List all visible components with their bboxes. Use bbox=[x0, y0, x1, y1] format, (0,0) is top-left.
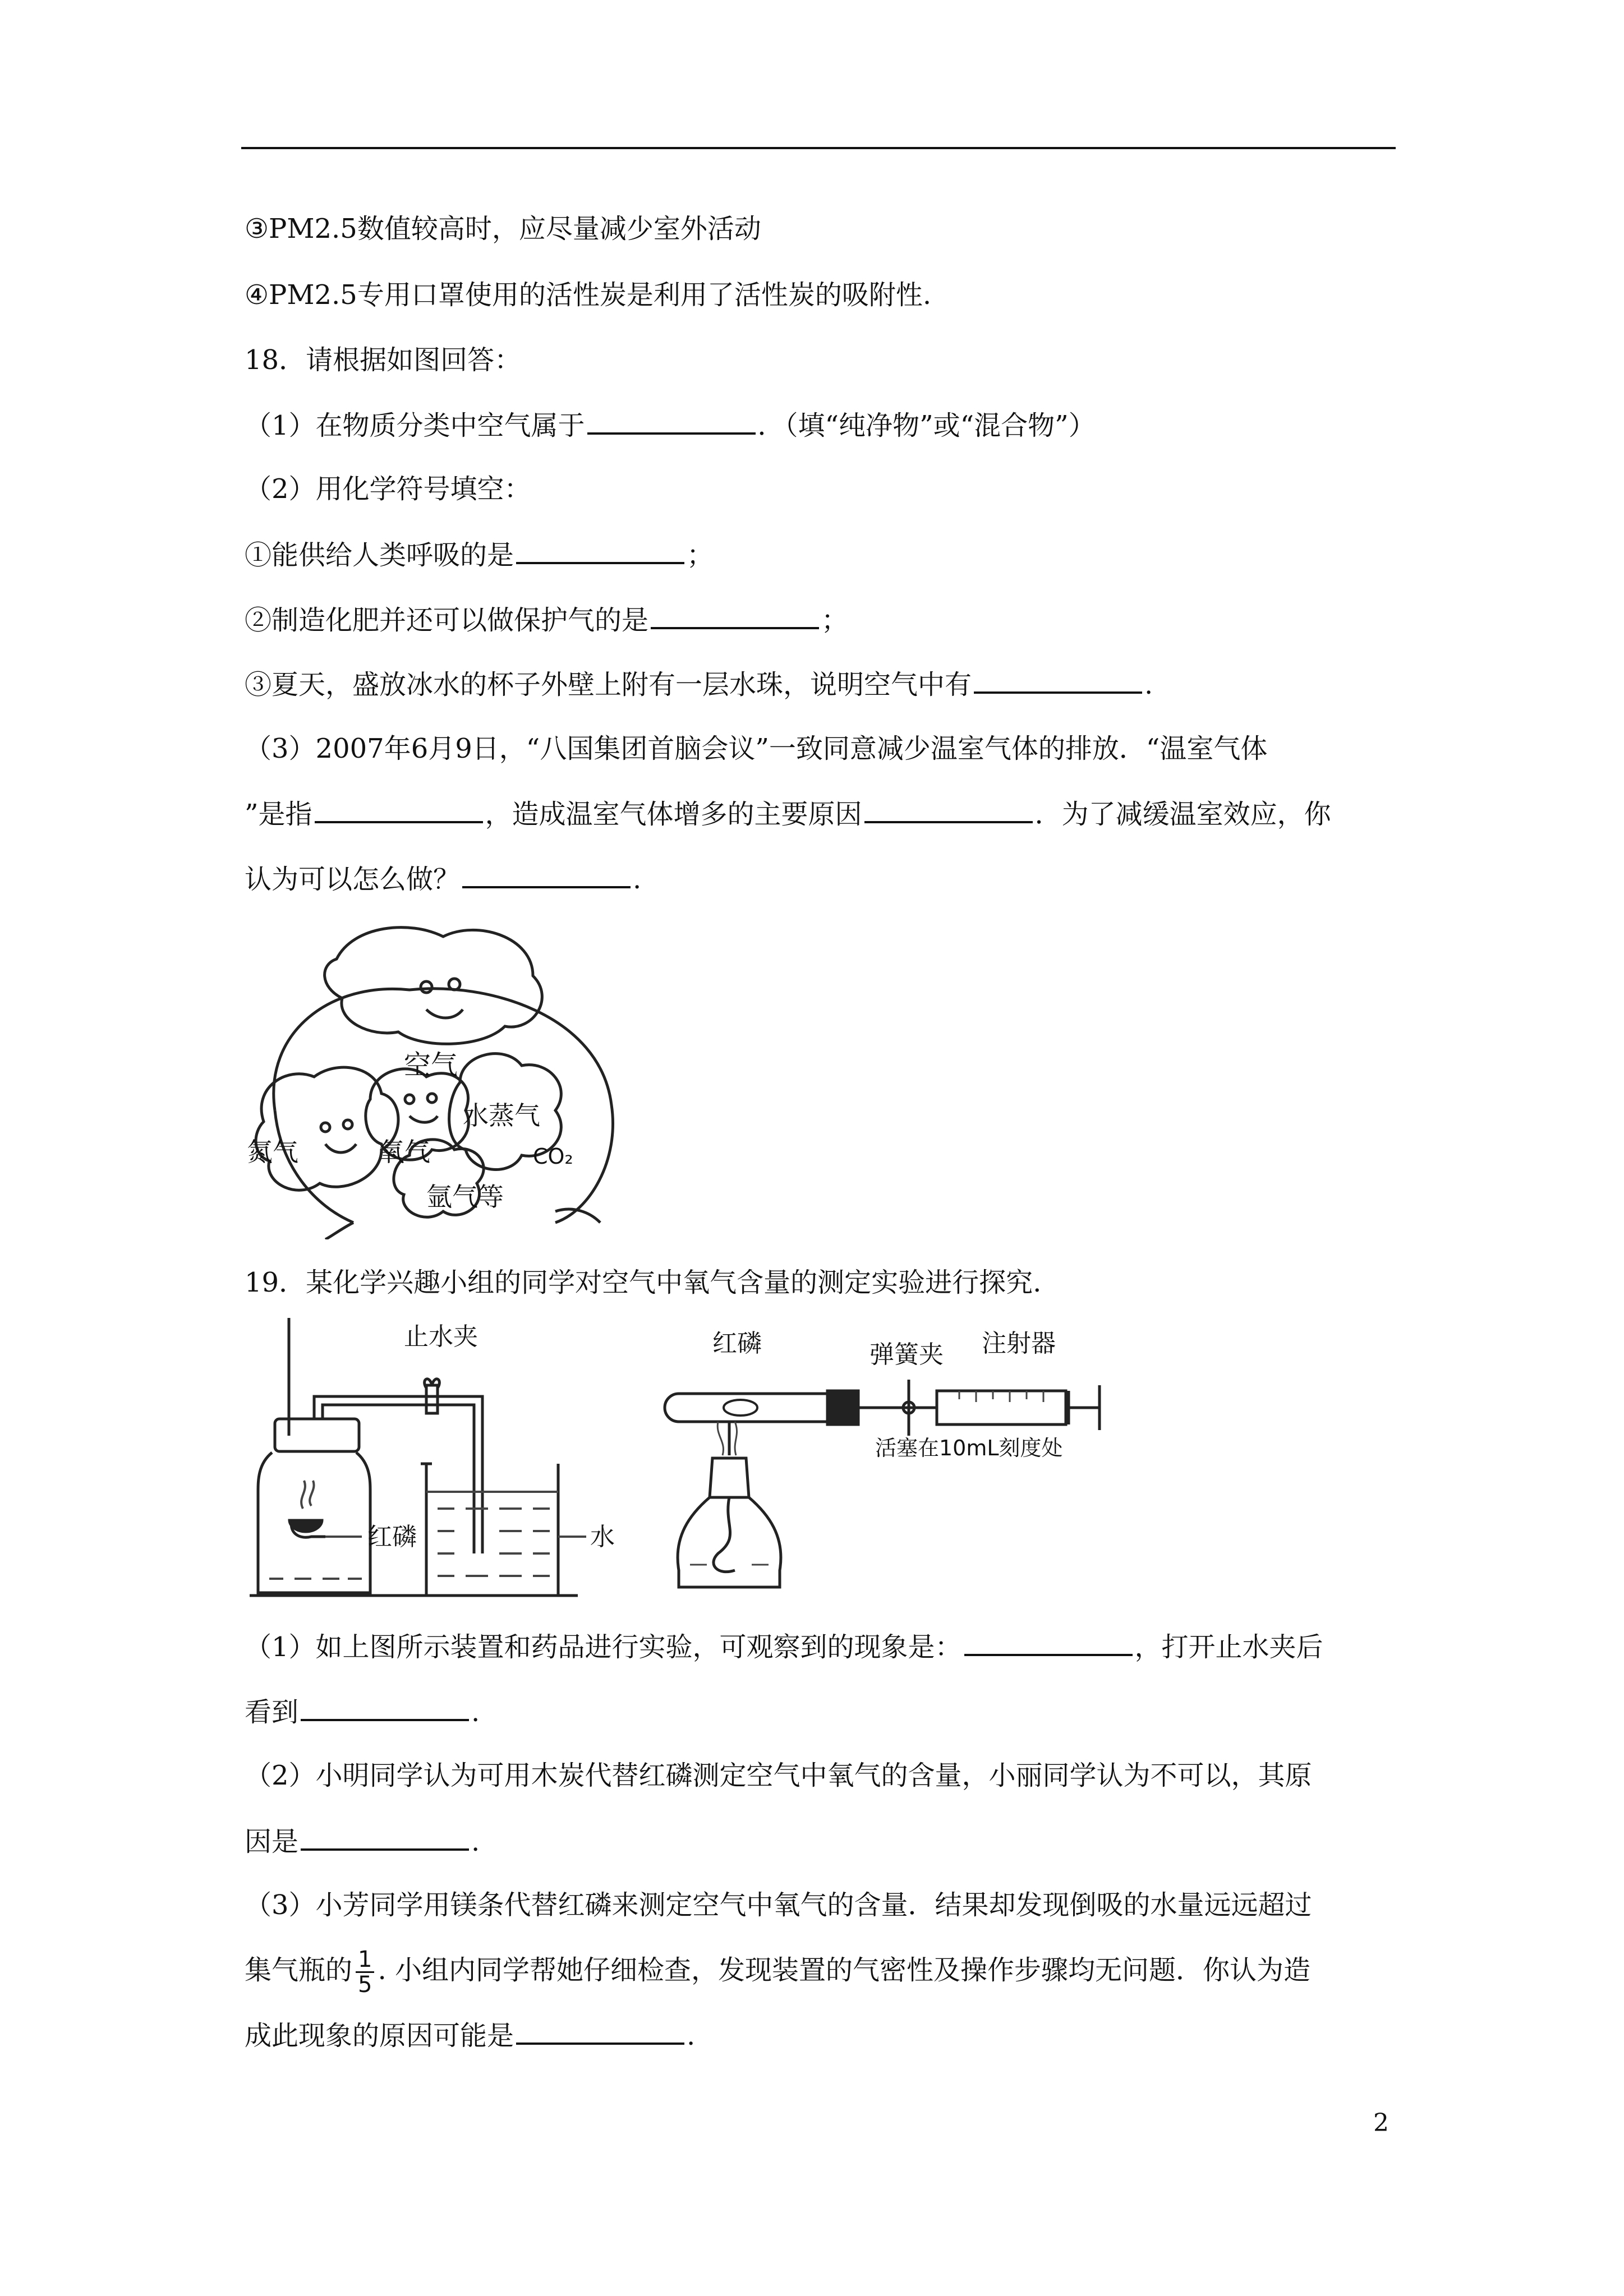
q19-1b-text: 看到 bbox=[245, 1696, 299, 1728]
question-18-part-2: （2）用化学符号填空： bbox=[245, 473, 531, 505]
answer-blank[interactable] bbox=[462, 861, 631, 888]
question-19-title: 19．某化学兴趣小组的同学对空气中氧气含量的测定实验进行探究. bbox=[245, 1267, 1042, 1298]
answer-blank[interactable] bbox=[974, 667, 1142, 694]
q18-2a-text: ①能供给人类呼吸的是 bbox=[245, 540, 514, 571]
question-18-part-3c bbox=[245, 861, 641, 896]
answer-blank[interactable] bbox=[315, 796, 483, 823]
q19-3b-end: . 小组内同学帮她仔细检查，发现装置的气密性及操作步骤均无问题．你认为造 bbox=[378, 1954, 1310, 1986]
question-18-title: 18．请根据如图回答： bbox=[245, 344, 522, 376]
q19-1b-end: . bbox=[471, 1696, 480, 1728]
question-18-part-1 bbox=[245, 408, 1096, 442]
label-clamp: 止水夹 bbox=[404, 1322, 478, 1351]
q18-3b-text: ”是指 bbox=[245, 799, 312, 830]
apparatus-bottle-beaker bbox=[241, 1312, 634, 1604]
q18-1-text-a: （1）在物质分类中空气属于 bbox=[245, 410, 585, 441]
answer-blank[interactable] bbox=[587, 408, 756, 435]
label-argon: 氩气等 bbox=[426, 1182, 504, 1212]
question-19-part-2a: （2）小明同学认为可用木炭代替红磷测定空气中氧气的含量，小丽同学认为不可以，其原 bbox=[245, 1760, 1312, 1791]
label-water-vapor: 水蒸气 bbox=[463, 1100, 540, 1131]
answer-blank[interactable] bbox=[516, 537, 684, 564]
page-number: 2 bbox=[1373, 2109, 1389, 2137]
question-18-part-2c bbox=[245, 667, 1153, 702]
label-syringe: 注射器 bbox=[982, 1329, 1056, 1358]
q18-3b-end: ．为了减缓温室效应，你 bbox=[1034, 799, 1331, 830]
question-18-part-2b bbox=[245, 602, 848, 637]
q19-2b-end: . bbox=[471, 1826, 480, 1857]
answer-blank[interactable] bbox=[301, 1824, 469, 1851]
q18-2c-end: . bbox=[1144, 669, 1153, 700]
label-spring-clamp: 弹簧夹 bbox=[869, 1340, 944, 1369]
q19-1a-text: （1）如上图所示装置和药品进行实验，可观察到的现象是： bbox=[245, 1631, 962, 1663]
q19-3c-text: 成此现象的原因可能是 bbox=[245, 2020, 514, 2051]
q18-2c-text: ③夏天，盛放冰水的杯子外壁上附有一层水珠，说明空气中有 bbox=[245, 669, 972, 700]
fraction-denominator: 5 bbox=[358, 1972, 372, 1998]
question-18-part-2a bbox=[245, 537, 714, 572]
question-18-part-3b bbox=[245, 796, 1331, 831]
text-line-pm25-4: ④PM2.5专用口罩使用的活性炭是利用了活性炭的吸附性. bbox=[245, 279, 932, 311]
apparatus-syringe bbox=[656, 1312, 1105, 1604]
label-piston: 活塞在10mL刻度处 bbox=[875, 1436, 1063, 1460]
question-19-part-1b bbox=[245, 1694, 480, 1729]
label-air: 空气 bbox=[404, 1049, 458, 1081]
q18-3c-end: . bbox=[633, 864, 642, 895]
q19-3c-end: . bbox=[687, 2020, 696, 2051]
q19-1a-end: ，打开止水夹后 bbox=[1134, 1631, 1323, 1663]
fraction-numerator: 1 bbox=[356, 1948, 374, 1973]
answer-blank[interactable] bbox=[964, 1629, 1133, 1656]
header-rule bbox=[241, 147, 1396, 149]
q19-2b-text: 因是 bbox=[245, 1826, 299, 1857]
air-composition-figure bbox=[241, 920, 645, 1239]
answer-blank[interactable] bbox=[301, 1694, 469, 1721]
question-18-part-3a: （3）2007年6月9日，“八国集团首脑会议”一致同意减少温室气体的排放．“温室气体 bbox=[245, 733, 1268, 764]
q18-2a-end: ； bbox=[687, 540, 714, 571]
text-line-pm25-3: ③PM2.5数值较高时，应尽量减少室外活动 bbox=[245, 213, 761, 245]
label-oxygen: 氧气 bbox=[379, 1137, 430, 1167]
question-19-part-3b bbox=[245, 1948, 1310, 1997]
label-red-phosphorus: 红磷 bbox=[367, 1523, 417, 1551]
fraction-one-fifth bbox=[356, 1948, 374, 1997]
question-19-part-2b bbox=[245, 1824, 480, 1859]
answer-blank[interactable] bbox=[516, 2018, 684, 2045]
q18-3c-text: 认为可以怎么做？ bbox=[245, 864, 461, 895]
question-19-part-3c bbox=[245, 2018, 695, 2053]
label-water: 水 bbox=[590, 1523, 615, 1551]
q18-2b-end: ； bbox=[821, 605, 849, 636]
label-red-phosphorus: 红磷 bbox=[712, 1329, 762, 1358]
q19-3b-text: 集气瓶的 bbox=[245, 1954, 353, 1986]
answer-blank[interactable] bbox=[651, 602, 819, 629]
q18-2b-text: ②制造化肥并还可以做保护气的是 bbox=[245, 605, 649, 636]
label-nitrogen: 氮气 bbox=[247, 1137, 298, 1167]
question-19-part-3a: （3）小芳同学用镁条代替红磷来测定空气中氧气的含量．结果却发现倒吸的水量远远超过 bbox=[245, 1889, 1312, 1921]
q18-1-text-b: ．（填“纯净物”或“混合物”） bbox=[757, 410, 1096, 441]
q18-3b-mid: ，造成温室气体增多的主要原因 bbox=[485, 799, 862, 830]
answer-blank[interactable] bbox=[864, 796, 1033, 823]
question-19-part-1a bbox=[245, 1629, 1323, 1664]
label-co2: CO₂ bbox=[533, 1144, 573, 1169]
